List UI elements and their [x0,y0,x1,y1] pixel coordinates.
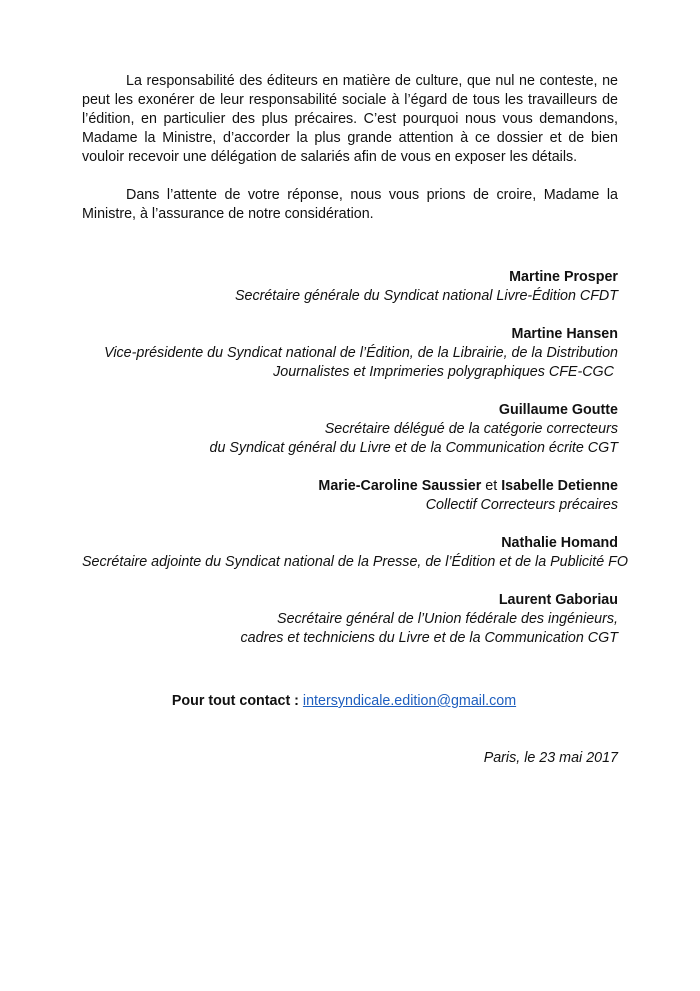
body-paragraph-1: La responsabilité des éditeurs en matière de culture, que nul ne conteste, ne peut les exonérer de leur responsabilité sociale à l’égard de tous les travailleurs de l’édition, en particulier des plus précaires. C’est pourquoi nous vous demandons, Madame la Ministre, d’accorder la plus grande attention à ce dossier et de bien vouloir recevoir une délégation de salariés afin de vous en exposer les détails. [82,73,618,165]
signatory-3 [82,401,618,458]
body-paragraph-2: Dans l’attente de votre réponse, nous vous prions de croire, Madame la Ministre, à l’assurance de notre considération. [82,187,618,222]
signatory-role-line: Collectif Correcteurs précaires [425,497,618,513]
signatory-role [82,287,618,306]
place-date: Paris, le 23 mai 2017 [483,750,618,766]
signatory-role-line: Secrétaire générale du Syndicat national Livre-Édition CFDT [234,288,618,304]
signatory-name: Martine Prosper [509,269,618,285]
contact-email-link[interactable]: intersyndicale.edition@gmail.com [302,693,517,709]
signatory-role [82,344,618,382]
signatory-name: Guillaume Goutte [498,402,618,418]
signatory-5 [82,534,628,572]
signatory-name: Marie-Caroline Saussier [318,478,482,494]
signatory-name-2: Isabelle Detienne [501,478,618,494]
signatory-names [82,477,618,496]
contact-line [82,692,618,711]
letter-page [82,72,628,768]
signatory-name: Martine Hansen [511,326,618,342]
signatory-role-line: Secrétaire général de l’Union fédérale des ingénieurs, [277,611,618,627]
signatory-role-line: cadres et techniciens du Livre et de la Communication CGT [240,630,618,646]
signatory-role [82,610,618,648]
signatory-4 [82,477,618,515]
signatory-role-line: Secrétaire adjointe du Syndicat national de la Presse, de l’Édition et de la Publicité FO [82,554,628,570]
signatory-role-line: du Syndicat général du Livre et de la Communication écrite CGT [209,440,618,456]
name-joiner: et [481,478,502,494]
signatory-6 [82,591,618,648]
contact-label: Pour tout contact : [171,693,303,709]
signatories-block [82,268,628,648]
signatory-role [82,420,618,458]
signatory-role-line: Secrétaire délégué de la catégorie correcteurs [324,421,618,437]
signatory-name: Laurent Gaboriau [498,592,618,608]
signatory-1 [82,268,618,306]
signatory-role [82,553,628,572]
signatory-name: Nathalie Homand [501,535,618,551]
signatory-2 [82,325,618,382]
signatory-role-line: Journalistes et Imprimeries polygraphiques CFE-CGC [273,364,614,380]
signatory-role [82,496,618,515]
signatory-role-line: Vice-présidente du Syndicat national de l’Édition, de la Librairie, de la Distribution [104,345,618,361]
